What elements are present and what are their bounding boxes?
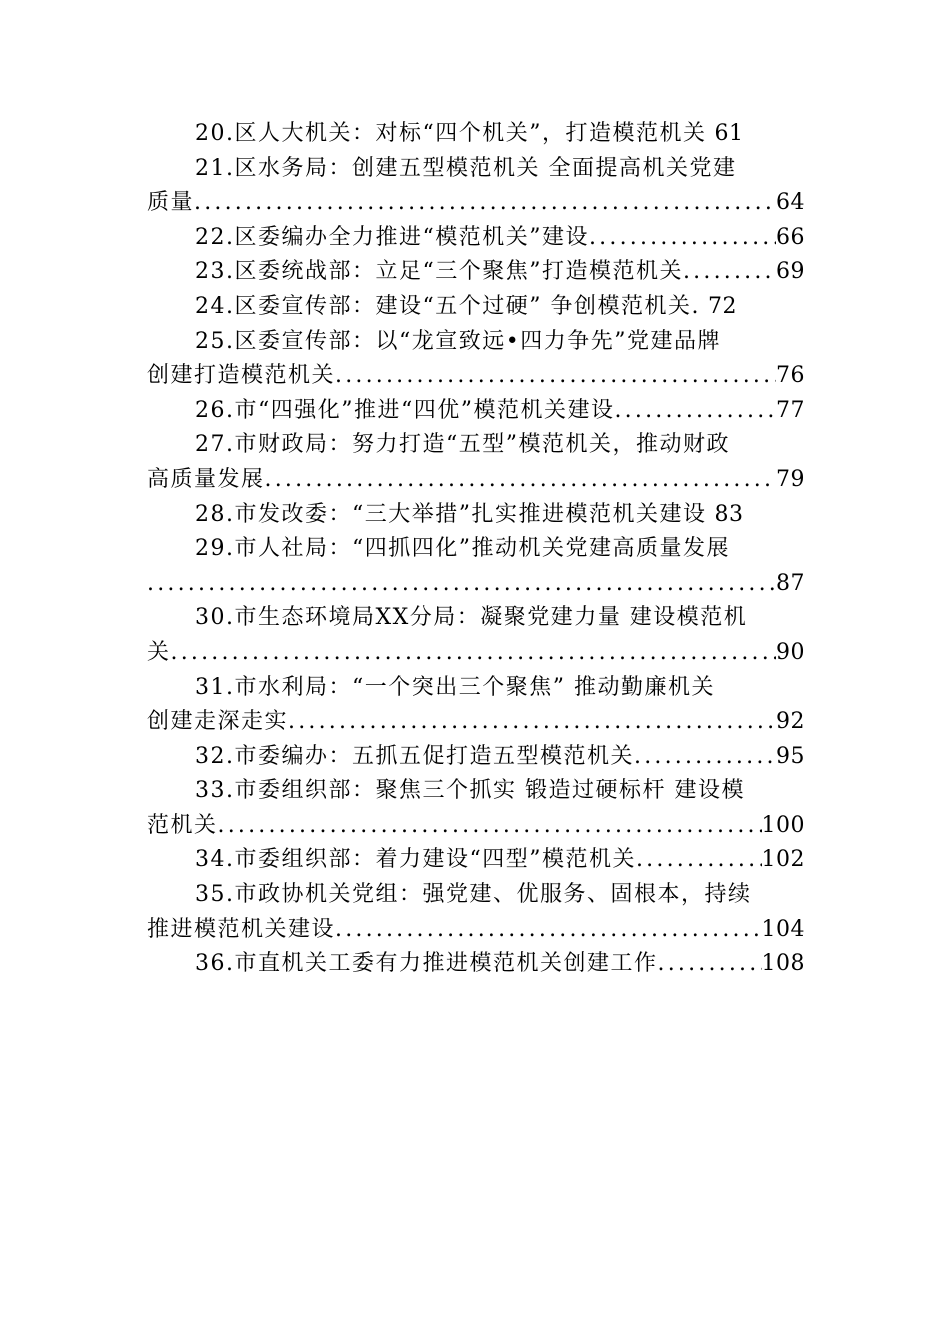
toc-entry-title-cont: 范机关	[147, 812, 218, 838]
toc-entry-title: 21.区水务局：创建五型模范机关 全面提高机关党建	[195, 155, 737, 181]
toc-leader-dots	[634, 740, 776, 775]
toc-page-number: 92	[776, 709, 805, 735]
toc-entry-title: 33.市委组织部：聚焦三个抓实 锻造过硬标杆 建设模	[195, 778, 745, 804]
toc-page-number: 108	[761, 951, 805, 977]
toc-entry-title: 25.区委宣传部：以“龙宣致远•四力争先”党建品牌	[195, 328, 721, 354]
toc-entry-title-cont: 关	[147, 639, 171, 665]
toc-entry-title: 23.区委统战部：立足“三个聚焦”打造模范机关	[195, 259, 683, 285]
toc-entry-title-cont: 质量	[147, 190, 195, 216]
toc-entry-21[interactable]	[147, 152, 805, 221]
toc-entry-title: 28.市发改委：“三大举措”扎实推进模范机关建设	[195, 501, 707, 527]
toc-leader-dots	[636, 843, 762, 878]
toc-entry-title: 31.市水利局：“一个突出三个聚焦” 推动勤廉机关	[195, 674, 715, 700]
toc-entry-32[interactable]	[147, 740, 805, 775]
toc-page-number: 87	[776, 570, 805, 596]
toc-page-number: 76	[776, 363, 805, 389]
toc-entry-title: 22.区委编办全力推进“模范机关”建设	[195, 224, 589, 250]
toc-entry-title: 29.市人社局：“四抓四化”推动机关党建高质量发展	[195, 536, 730, 562]
toc-entry-25[interactable]	[147, 325, 805, 394]
toc-page-number: 77	[776, 397, 805, 423]
toc-entry-33[interactable]	[147, 774, 805, 843]
toc-leader-dots	[171, 636, 776, 671]
toc-entry-34[interactable]	[147, 843, 805, 878]
toc-entry-title: 20.区人大机关：对标“四个机关”，打造模范机关	[195, 121, 707, 146]
toc-entry-title: 35.市政协机关党组：强党建、优服务、固根本，持续	[195, 882, 752, 908]
toc-page-number: 66	[776, 224, 805, 250]
toc-entry-title: 36.市直机关工委有力推进模范机关创建工作	[195, 951, 658, 977]
toc-entry-31[interactable]	[147, 671, 805, 740]
toc-leader-dots	[265, 463, 776, 498]
toc-entry-title: 24.区委宣传部：建设“五个过硬” 争创模范机关.	[195, 293, 700, 319]
toc-page-number: 102	[761, 847, 805, 873]
table-of-contents	[147, 117, 805, 982]
toc-leader-dots	[288, 705, 776, 740]
toc-entry-title: 30.市生态环境局XX分局：凝聚党建力量 建设模范机	[195, 605, 748, 631]
toc-entry-27[interactable]	[147, 428, 805, 497]
toc-entry-30[interactable]	[147, 601, 805, 670]
toc-entry-title-cont: 高质量发展	[147, 466, 265, 492]
toc-leader-dots	[589, 221, 776, 256]
toc-page-number: 72	[707, 293, 737, 319]
toc-page-number: 61	[714, 121, 744, 146]
toc-entry-title: 26.市“四强化”推进“四优”模范机关建设	[195, 397, 615, 423]
toc-entry-35[interactable]	[147, 878, 805, 947]
toc-entry-title: 32.市委编办：五抓五促打造五型模范机关	[195, 743, 634, 769]
toc-page-number: 79	[776, 466, 805, 492]
toc-leader-dots	[335, 359, 776, 394]
toc-leader-dots	[147, 567, 776, 602]
toc-entry-29[interactable]	[147, 532, 805, 601]
toc-page-number: 100	[761, 812, 805, 838]
toc-leader-dots	[194, 186, 776, 221]
toc-page-number: 69	[776, 259, 805, 285]
toc-entry-title: 27.市财政局：努力打造“五型”模范机关，推动财政	[195, 432, 730, 458]
toc-page-number: 104	[761, 916, 805, 942]
toc-entry-24[interactable]	[147, 290, 805, 325]
toc-leader-dots	[614, 394, 776, 429]
toc-entry-title-cont: 创建打造模范机关	[147, 363, 336, 389]
toc-page-number: 90	[776, 639, 805, 665]
toc-entry-20[interactable]	[147, 117, 805, 152]
toc-leader-dots	[658, 947, 762, 982]
toc-entry-36[interactable]	[147, 947, 805, 982]
toc-entry-title-cont: 推进模范机关建设	[147, 916, 336, 942]
toc-page-number: 83	[714, 501, 744, 527]
toc-page-number: 95	[776, 743, 805, 769]
toc-entry-title-cont: 创建走深走实	[147, 709, 289, 735]
toc-entry-28[interactable]	[147, 498, 805, 533]
toc-leader-dots	[218, 809, 762, 844]
toc-leader-dots	[335, 913, 761, 948]
toc-page-number: 64	[776, 190, 805, 216]
toc-leader-dots	[683, 255, 776, 290]
toc-entry-title: 34.市委组织部：着力建设“四型”模范机关	[195, 847, 636, 873]
toc-entry-22[interactable]	[147, 221, 805, 256]
toc-entry-23[interactable]	[147, 255, 805, 290]
toc-entry-26[interactable]	[147, 394, 805, 429]
